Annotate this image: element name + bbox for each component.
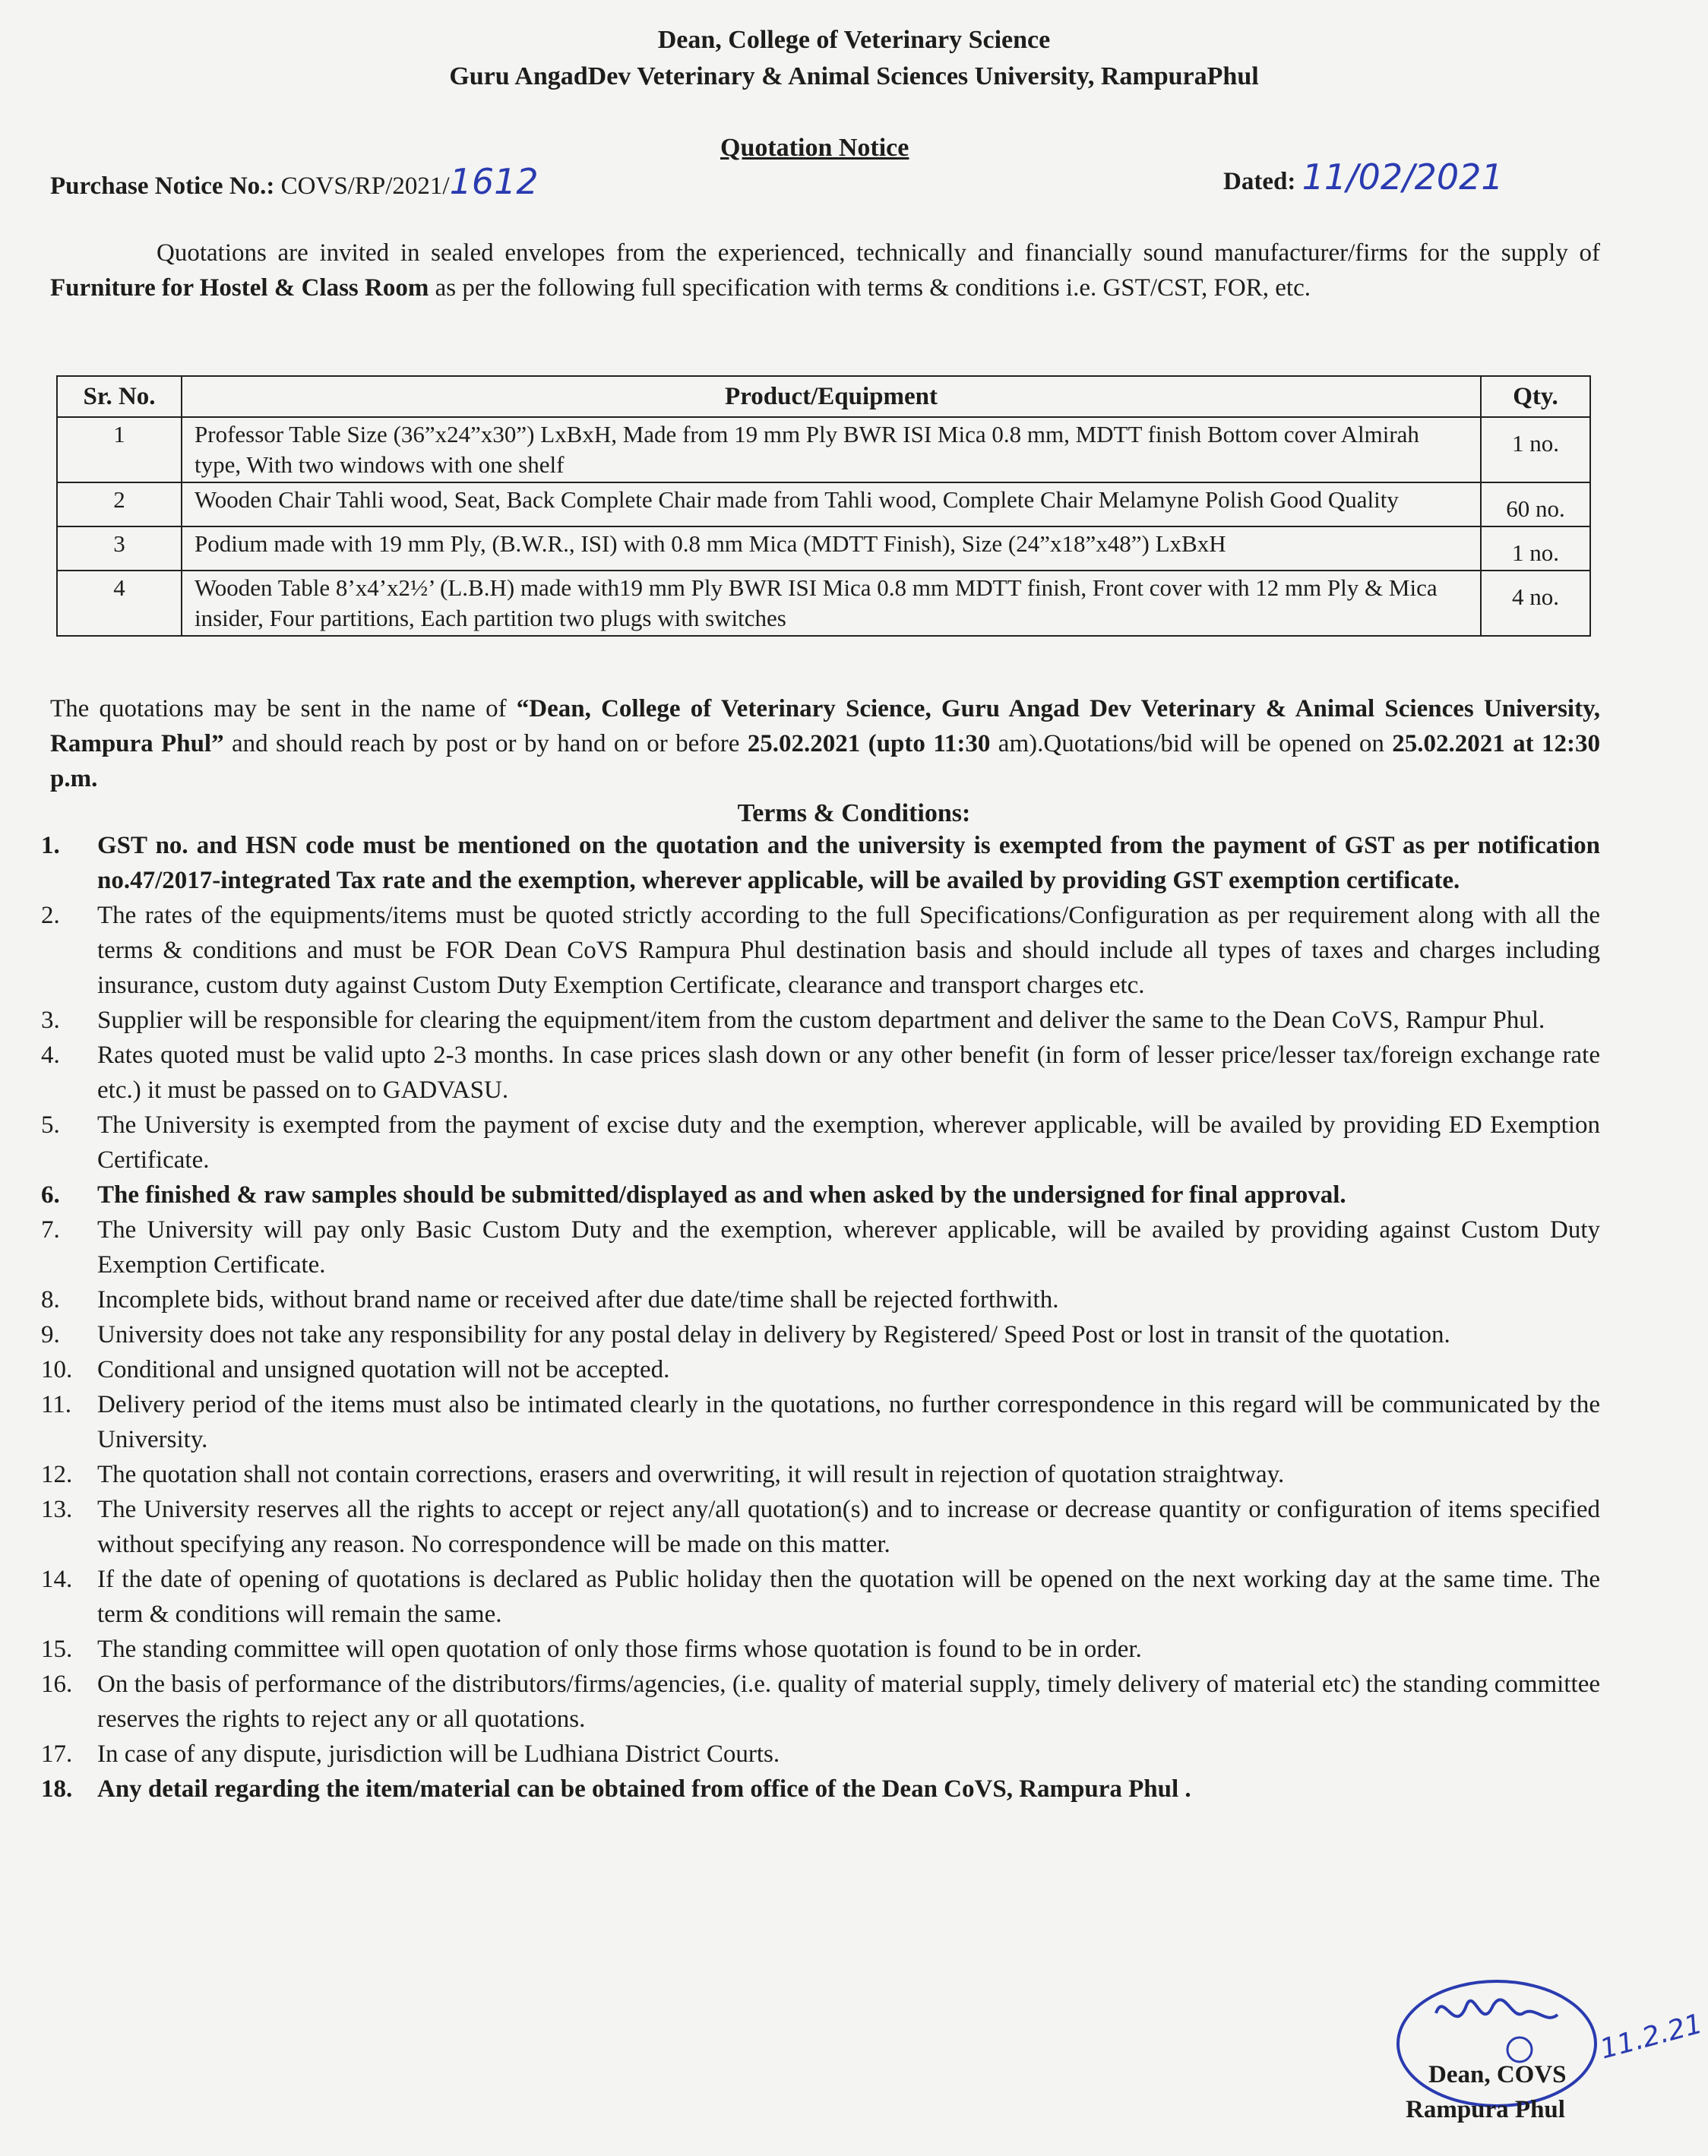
term-number: 8. xyxy=(41,1286,60,1314)
purchase-label: Purchase Notice No.: xyxy=(50,172,275,200)
term-number: 1. xyxy=(41,832,60,859)
term-item xyxy=(41,1317,1600,1352)
term-text: Supplier will be responsible for clearing the equipment/item from the custom department and deliver the same to the Dean CoVS, Rampur Phul. xyxy=(97,1007,1545,1034)
dated-label: Dated: xyxy=(1223,168,1296,195)
signatory-block xyxy=(1406,2057,1567,2127)
term-text: Incomplete bids, without brand name or received after due date/time shall be rejected forthwith. xyxy=(97,1286,1059,1314)
row-sr: 1 xyxy=(57,417,182,482)
submission-text-3: am).Quotations/bid will be opened on xyxy=(990,730,1393,757)
dated-handwritten: 11/02/2021 xyxy=(1302,156,1504,198)
row-product: Podium made with 19 mm Ply, (B.W.R., ISI) with 0.8 mm Mica (MDTT Finish), Size (24”x18”x48”) LxBxH xyxy=(182,526,1481,571)
table-row xyxy=(57,571,1590,636)
items-table xyxy=(56,375,1591,637)
term-item xyxy=(41,1003,1600,1038)
term-text: The finished & raw samples should be submitted/displayed as and when asked by the undersigned for final approval. xyxy=(97,1181,1346,1209)
term-number: 2. xyxy=(41,902,60,929)
term-number: 18. xyxy=(41,1775,73,1803)
term-number: 11. xyxy=(41,1391,72,1418)
submission-opening-time: 25.02.2021 at 12:30 p.m. xyxy=(50,730,1601,792)
term-text: University does not take any responsibility for any postal delay in delivery by Registered/ Speed Post or lost in transit of the quotation. xyxy=(97,1321,1450,1348)
terms-list xyxy=(41,828,1600,1807)
term-text: Rates quoted must be valid upto 2-3 months. In case prices slash down or any other benefit (in form of lesser price/lesser tax/foreign exchange rate etc.) it must be passed on to GADVASU. xyxy=(97,1042,1600,1104)
term-item xyxy=(41,1212,1600,1282)
term-text: Any detail regarding the item/material can be obtained from office of the Dean CoVS, Rampura Phul . xyxy=(97,1775,1191,1803)
term-item xyxy=(41,1178,1600,1212)
row-sr: 4 xyxy=(57,571,182,636)
term-text: The rates of the equipments/items must be quoted strictly according to the full Specifications/Configuration as per requirement along with all the terms & conditions and must be FOR Dean CoVS Rampura Phul destination basis and should include all types of taxes and charges including insurance, custom duty against Custom Duty Exemption Certificate, clearance and transport charges etc. xyxy=(97,902,1600,999)
table-row xyxy=(57,482,1590,526)
term-text: If the date of opening of quotations is declared as Public holiday then the quotation will be opened on the next working day at the same time. The term & conditions will remain the same. xyxy=(97,1566,1600,1628)
row-product: Professor Table Size (36”x24”x30”) LxBxH, Made from 19 mm Ply BWR ISI Mica 0.8 mm, MDTT finish Bottom cover Almirah type, With two windows with one shelf xyxy=(182,417,1481,482)
terms-heading: Terms & Conditions: xyxy=(737,799,971,827)
institution-name: Dean, College of Veterinary Science xyxy=(657,26,1051,54)
table-header-row xyxy=(57,376,1590,417)
term-number: 5. xyxy=(41,1111,60,1139)
term-number: 10. xyxy=(41,1356,73,1383)
submission-deadline: 25.02.2021 (upto 11:30 xyxy=(747,730,991,757)
signature-date: 11.2.21 xyxy=(1596,2008,1706,2066)
term-item xyxy=(41,1457,1600,1492)
row-product: Wooden Chair Tahli wood, Seat, Back Complete Chair made from Tahli wood, Complete Chair Melamyne Polish Good Quality xyxy=(182,482,1481,526)
term-number: 17. xyxy=(41,1740,73,1768)
term-item xyxy=(41,828,1600,898)
intro-paragraph xyxy=(50,236,1600,305)
term-text: On the basis of performance of the distributors/firms/agencies, (i.e. quality of material supply, timely delivery of material etc) the standing committee reserves the rights to reject any or all quotations. xyxy=(97,1671,1600,1733)
submission-paragraph xyxy=(50,691,1600,796)
signatory-location: Rampura Phul xyxy=(1406,2096,1565,2123)
table-row xyxy=(57,417,1590,482)
submission-text-2: and should reach by post or by hand on or before xyxy=(223,730,748,757)
term-item xyxy=(41,1038,1600,1108)
term-item xyxy=(41,1562,1600,1632)
term-number: 16. xyxy=(41,1671,73,1698)
term-item xyxy=(41,1772,1600,1807)
term-number: 13. xyxy=(41,1496,73,1523)
term-item xyxy=(41,1492,1600,1562)
term-text: The University will pay only Basic Custom Duty and the exemption, wherever applicable, will be availed by providing against Custom Duty Exemption Certificate. xyxy=(97,1216,1600,1279)
intro-text: Quotations are invited in sealed envelopes from the experienced, technically and financially sound manufacturer/firms for the supply of xyxy=(157,239,1600,267)
term-number: 9. xyxy=(41,1321,60,1348)
term-text: The University reserves all the rights to accept or reject any/all quotation(s) and to increase or decrease quantity or configuration of items specified without specifying any reason. No correspondence will be made on this matter. xyxy=(97,1496,1600,1558)
term-text: The University is exempted from the payment of excise duty and the exemption, wherever applicable, will be availed by providing ED Exemption Certificate. xyxy=(97,1111,1600,1174)
purchase-number-handwritten: 1612 xyxy=(449,161,539,202)
term-text: In case of any dispute, jurisdiction will be Ludhiana District Courts. xyxy=(97,1740,780,1768)
row-qty: 1 no. xyxy=(1481,526,1590,571)
intro-text-end: as per the following full specification with terms & conditions i.e. GST/CST, FOR, etc. xyxy=(429,274,1311,302)
col-sr-header: Sr. No. xyxy=(57,376,182,417)
term-number: 15. xyxy=(41,1636,73,1663)
term-number: 6. xyxy=(41,1181,60,1209)
term-number: 12. xyxy=(41,1461,73,1488)
signatory-title: Dean, COVS xyxy=(1428,2061,1567,2088)
term-number: 3. xyxy=(41,1007,60,1034)
term-item xyxy=(41,1737,1600,1772)
intro-item-name: Furniture for Hostel & Class Room xyxy=(50,274,429,302)
term-text: The quotation shall not contain corrections, erasers and overwriting, it will result in rejection of quotation straightway. xyxy=(97,1461,1285,1488)
term-item xyxy=(41,1352,1600,1387)
term-text: Delivery period of the items must also be intimated clearly in the quotations, no further correspondence in this regard will be communicated by the University. xyxy=(97,1391,1600,1453)
term-text: GST no. and HSN code must be mentioned on the quotation and the university is exempted from the payment of GST as per notification no.47/2017-integrated Tax rate and the exemption, wherever applicable, will be availed by providing GST exemption certificate. xyxy=(97,832,1600,894)
term-number: 7. xyxy=(41,1216,60,1244)
term-number: 4. xyxy=(41,1042,60,1069)
purchase-number: COVS/RP/2021/ xyxy=(280,172,450,200)
page-title: Quotation Notice xyxy=(720,134,909,162)
notice-date xyxy=(1223,156,1504,198)
row-qty: 1 no. xyxy=(1481,417,1590,482)
row-product: Wooden Table 8’x4’x2½’ (L.B.H) made with19 mm Ply BWR ISI Mica 0.8 mm MDTT finish, Front cover with 12 mm Ply & Mica insider, Four partitions, Each partition two plugs with switches xyxy=(182,571,1481,636)
submission-text: The quotations may be sent in the name of xyxy=(50,695,517,722)
row-sr: 3 xyxy=(57,526,182,571)
col-product-header: Product/Equipment xyxy=(182,376,1481,417)
row-qty: 4 no. xyxy=(1481,571,1590,636)
submission-addressee: “Dean, College of Veterinary Science, Guru Angad Dev Veterinary & Animal Sciences University, Rampura Phul” xyxy=(50,695,1601,757)
term-item xyxy=(41,898,1600,1003)
term-text: Conditional and unsigned quotation will not be accepted. xyxy=(97,1356,670,1383)
table-row xyxy=(57,526,1590,571)
term-item xyxy=(41,1667,1600,1737)
university-name: Guru AngadDev Veterinary & Animal Sciences University, RampuraPhul xyxy=(449,62,1259,90)
purchase-notice-number xyxy=(50,161,539,202)
term-item xyxy=(41,1108,1600,1178)
term-item xyxy=(41,1387,1600,1457)
term-item xyxy=(41,1282,1600,1317)
term-item xyxy=(41,1632,1600,1667)
term-text: The standing committee will open quotation of only those firms whose quotation is found to be in order. xyxy=(97,1636,1142,1663)
row-qty: 60 no. xyxy=(1481,482,1590,526)
col-qty-header: Qty. xyxy=(1481,376,1590,417)
term-number: 14. xyxy=(41,1566,73,1593)
row-sr: 2 xyxy=(57,482,182,526)
